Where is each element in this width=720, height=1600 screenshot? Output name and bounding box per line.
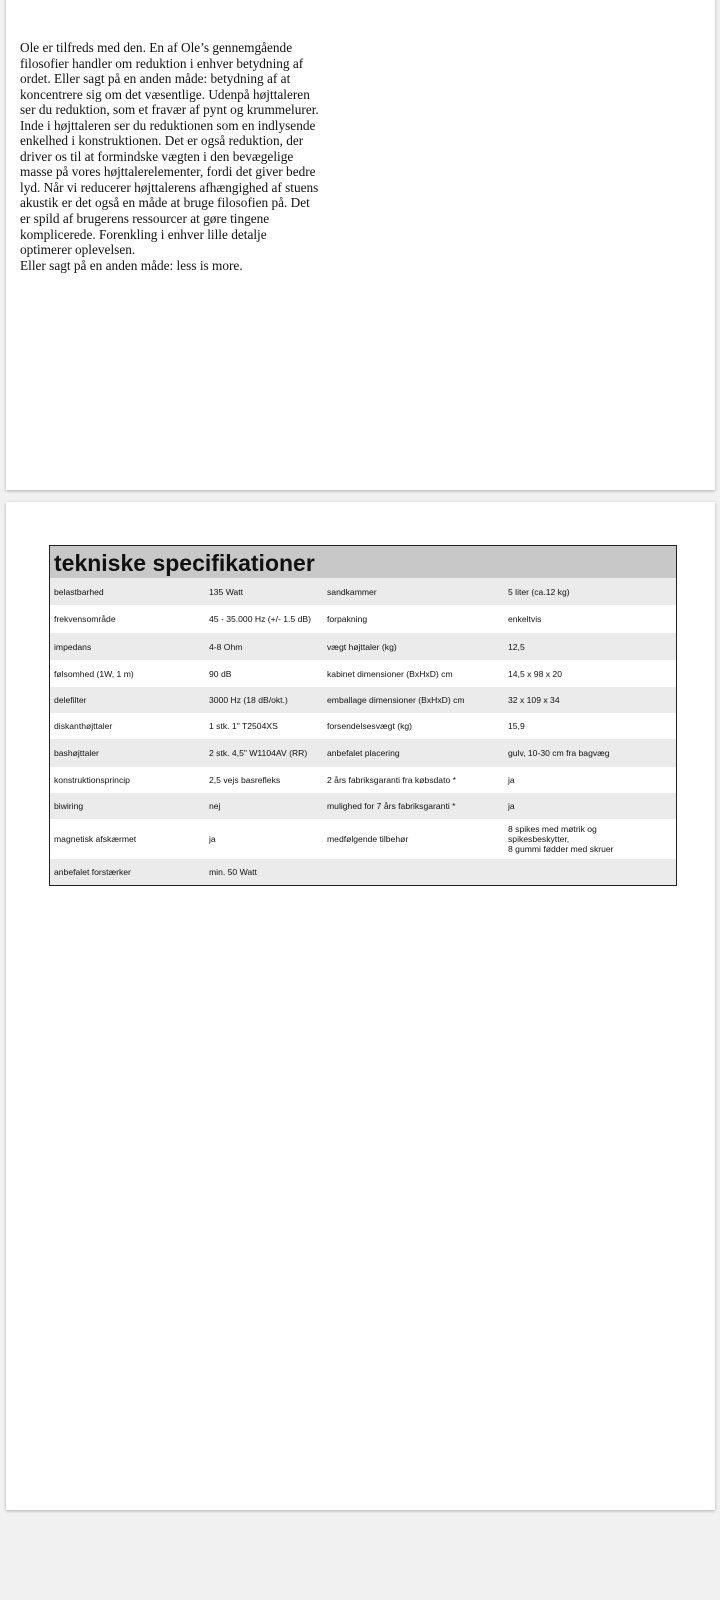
spec-row (50, 660, 676, 687)
spec-value: enkeltvis (508, 614, 542, 624)
spec-label: emballage dimensioner (BxHxD) cm (327, 695, 465, 705)
spec-value: 90 dB (209, 668, 232, 679)
spec-value: 15,9 (508, 721, 525, 731)
spec-label: diskanthøjttaler (54, 721, 113, 731)
spec-value: 12,5 (508, 641, 525, 652)
spec-value: ja (508, 801, 515, 811)
closing-line: Eller sagt på en anden måde: less is more. (20, 257, 243, 273)
spec-label: kabinet dimensioner (BxHxD) cm (327, 668, 453, 679)
spec-row (50, 859, 676, 885)
spec-value: 5 liter (ca.12 kg) (508, 586, 570, 597)
spec-value: 1 stk. 1" T2504XS (209, 721, 278, 731)
spec-value: 135 Watt (209, 586, 244, 597)
spec-value: 3000 Hz (18 dB/okt.) (209, 695, 288, 705)
spec-row (50, 713, 676, 739)
spec-row (50, 633, 676, 660)
spec-label: 2 års fabriksgaranti fra købsdato * (327, 775, 456, 785)
spec-label: sandkammer (327, 586, 377, 597)
spec-label: konstruktionsprincip (54, 775, 130, 785)
body-text-block (20, 40, 320, 273)
spec-label: vægt højttaler (kg) (327, 641, 397, 652)
spec-table (49, 545, 677, 886)
document-page-2 (6, 502, 715, 1510)
spec-label: anbefalet forstærker (54, 867, 131, 877)
spec-value: 2 stk. 4,5" W1104AV (RR) (209, 748, 308, 758)
spec-value: ja (209, 834, 216, 844)
spec-table-body (50, 578, 676, 885)
spec-row (50, 819, 676, 859)
spec-value: gulv, 10-30 cm fra bagvæg (508, 748, 610, 758)
spec-label: delefilter (54, 695, 87, 705)
document-page-1 (6, 0, 715, 490)
spec-value: 4-8 Ohm (209, 641, 243, 652)
spec-label: bashøjttaler (54, 748, 99, 758)
spec-label: impedans (54, 641, 92, 652)
spec-label: følsomhed (1W, 1 m) (54, 668, 134, 679)
spec-row (50, 767, 676, 793)
spec-value: 32 x 109 x 34 (508, 695, 560, 705)
spec-value: 45 - 35.000 Hz (+/- 1.5 dB) (209, 614, 311, 624)
spec-label: mulighed for 7 års fabriksgaranti * (327, 801, 456, 811)
philosophy-paragraph: Ole er tilfreds med den. En af Ole’s gennemgående filosofier handler om reduktion i enhver betydning af ordet. Eller sagt på en anden måde: betydning af at koncentrere sig om det væsentlige. Udenpå højttaleren ser du reduktion, som et fravær af pynt og krummelurer. Inde i højttaleren ser du reduktionen som en indlysende enkelhed i konstruktionen. Det er også reduktion, der driver os til at formindske vægten i den bevægelige masse på vores højttalerelementer, fordi det giver bedre lyd. Når vi reducerer højttalerens afhængighed af stuens akustik er det også en måde at bruge filosofien på. Det er spild af brugerens ressourcer at gøre tingene komplicerede. Forenkling i enhver lille detalje optimerer oplevelsen. (20, 40, 319, 258)
spec-value: 14,5 x 98 x 20 (508, 668, 562, 679)
spec-row (50, 578, 676, 605)
spec-label: medfølgende tilbehør (327, 834, 409, 844)
spec-table-title: tekniske specifikationer (50, 546, 676, 578)
spec-label: magnetisk afskærmet (54, 834, 137, 844)
spec-label: forsendelsesvægt (kg) (327, 721, 413, 731)
spec-row (50, 687, 676, 713)
spec-label: anbefalet placering (327, 748, 400, 758)
spec-label: belastbarhed (54, 586, 104, 597)
spec-label: forpakning (327, 614, 368, 624)
spec-value: 8 spikes med møtrik og spikesbeskytter, 8 gummi fødder med skruer (508, 824, 614, 854)
spec-value: nej (209, 801, 221, 811)
spec-value: min. 50 Watt (209, 867, 257, 877)
spec-row (50, 793, 676, 819)
spec-row (50, 739, 676, 767)
spec-value: 2,5 vejs basrefleks (209, 775, 281, 785)
spec-label: biwiring (54, 801, 84, 811)
spec-label: frekvensområde (54, 614, 116, 624)
spec-value: ja (508, 775, 515, 785)
spec-row (50, 605, 676, 633)
